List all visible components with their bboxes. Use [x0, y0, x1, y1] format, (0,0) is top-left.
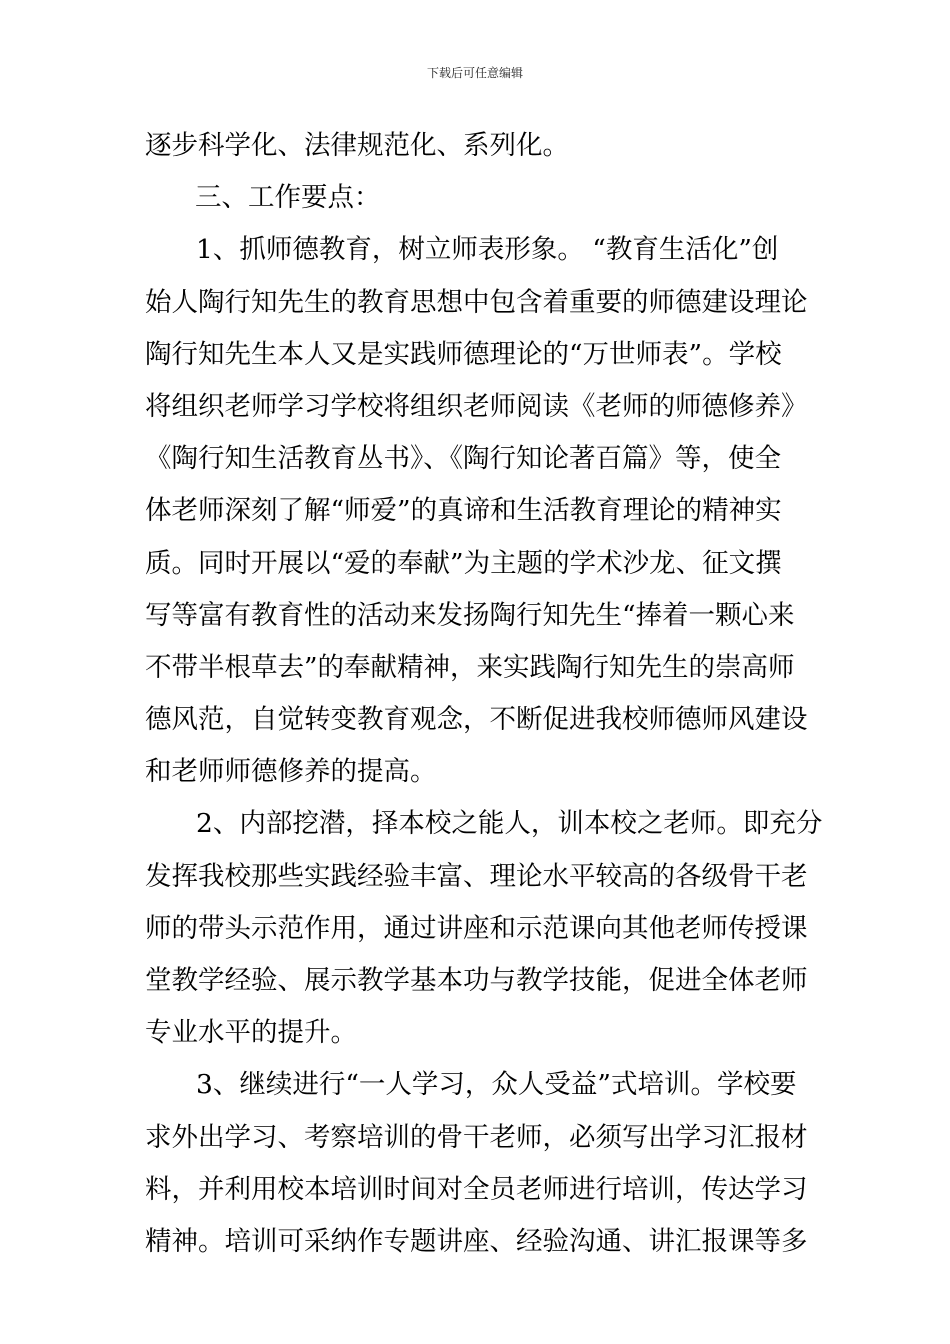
text-line: 不带半根草去”的奉献精神，来实践陶行知先生的崇高师 [145, 651, 795, 683]
text-line: 写等富有教育性的活动来发扬陶行知先生“捧着一颗心来 [145, 599, 795, 631]
paragraph-first-line: 2、内部挖潜，择本校之能人，训本校之老师。即充分 [196, 808, 823, 840]
text-line: 体老师深刻了解“师爱”的真谛和生活教育理论的精神实 [145, 495, 782, 527]
text-line: 求外出学习、考察培训的骨干老师，必须写出学习汇报材 [145, 1121, 808, 1153]
text-line: 师的带头示范作用，通过讲座和示范课向其他老师传授课 [145, 912, 808, 944]
text-line: 质。同时开展以“爱的奉献”为主题的学术沙龙、征文撰 [145, 547, 782, 579]
paragraph-first-line: 1、抓师德教育，树立师表形象。 “教育生活化”创 [196, 234, 779, 266]
text-line: 专业水平的提升。 [145, 1017, 357, 1049]
page-header: 下载后可任意编辑 [426, 66, 523, 80]
section-heading: 三、工作要点： [195, 182, 381, 214]
document-body [145, 127, 823, 1275]
text-line: 发挥我校那些实践经验丰富、理论水平较高的各级骨干老 [145, 860, 808, 892]
text-line: 精神。培训可采纳作专题讲座、经验沟通、讲汇报课等多 [145, 1225, 808, 1257]
text-line: 《陶行知生活教育丛书》、《陶行知论著百篇》等，使全 [145, 443, 781, 475]
text-line: 堂教学经验、展示教学基本功与教学技能，促进全体老师 [145, 965, 808, 996]
text-line: 和老师师德修养的提高。 [145, 756, 437, 788]
text-line: 德风范，自觉转变教育观念，不断促进我校师德师风建设 [145, 704, 808, 736]
text-line: 将组织老师学习学校将组织老师阅读《老师的师德修养》 [145, 390, 808, 422]
text-line: 陶行知先生本人又是实践师德理论的“万世师表”。学校 [145, 338, 782, 370]
text-line: 料，并利用校本培训时间对全员老师进行培训，传达学习 [145, 1173, 808, 1205]
text-line: 始人陶行知先生的教育思想中包含着重要的师德建设理论 [145, 286, 808, 318]
paragraph-first-line: 3、继续进行“一人学习，众人受益”式培训。学校要 [196, 1069, 797, 1101]
text-line: 逐步科学化、法律规范化、系列化。 [145, 130, 569, 161]
